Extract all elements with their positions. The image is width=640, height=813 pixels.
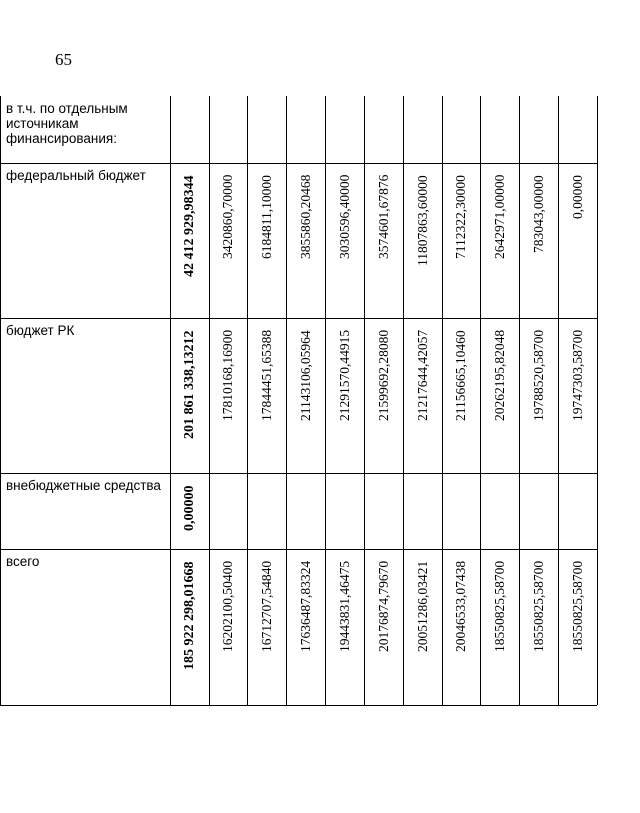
table-cell: 21156665,10460 xyxy=(453,330,468,421)
table-cell: 20176874,79670 xyxy=(375,560,391,652)
table-cell: 16202100,50400 xyxy=(220,560,235,652)
table-cell: 3030596,40000 xyxy=(336,174,352,259)
row-label: в т.ч. по отдельным источникам финансирования: xyxy=(6,101,128,146)
table-cell: 3855860,20468 xyxy=(297,174,313,259)
table-cell: 21217644,42057 xyxy=(414,329,430,421)
table-cell: 3574601,67876 xyxy=(375,174,391,259)
row-label: федеральный бюджет xyxy=(6,168,146,183)
page-number: 65 xyxy=(55,50,72,69)
table-cell: 6184811,10000 xyxy=(258,175,274,259)
table-vline xyxy=(0,96,1,705)
table-vline xyxy=(480,96,481,705)
table-cell: 21291570,44915 xyxy=(336,329,352,421)
row-total-cell: 201 861 338,13212 xyxy=(181,330,197,439)
table-vline xyxy=(325,96,326,705)
row-total-cell: 0,00000 xyxy=(181,485,197,531)
table-vline xyxy=(364,96,365,705)
row-total-cell: 185 922 298,01668 xyxy=(181,561,197,670)
table-cell: 18550825,58700 xyxy=(530,560,546,652)
row-label: бюджет РК xyxy=(6,323,75,338)
table-cell: 20051286,03421 xyxy=(414,560,430,652)
table-cell: 2642971,00000 xyxy=(491,174,507,259)
table-vline xyxy=(597,96,598,705)
row-label: внебюджетные средства xyxy=(6,478,161,493)
table-cell: 20262195,82048 xyxy=(491,329,507,421)
table-hline xyxy=(0,318,597,319)
table-vline xyxy=(519,96,520,705)
table-cell: 19443831,46475 xyxy=(336,560,352,652)
table-cell: 16712707,54840 xyxy=(258,560,274,652)
table-vline xyxy=(247,96,248,705)
table-cell: 17844451,65388 xyxy=(258,329,274,421)
table-hline xyxy=(0,473,597,474)
table-cell: 21143106,05964 xyxy=(297,330,313,421)
table-cell: 19788520,58700 xyxy=(530,329,546,421)
table-cell: 0,00000 xyxy=(569,175,585,219)
table-vline xyxy=(403,96,404,705)
row-label: всего xyxy=(6,554,40,569)
table-hline xyxy=(0,705,597,706)
table-vline xyxy=(442,96,443,705)
table-hline xyxy=(0,549,597,550)
table-cell: 783043,00000 xyxy=(530,175,546,253)
table-vline xyxy=(170,96,171,705)
table-cell: 21599692,28080 xyxy=(375,329,391,421)
table-cell: 20046533,07438 xyxy=(453,560,468,652)
table-cell: 17636487,83324 xyxy=(297,560,313,652)
table-cell: 3420860,70000 xyxy=(220,174,235,259)
row-total-cell: 42 412 929,98344 xyxy=(181,175,197,277)
table-cell: 18550825,58700 xyxy=(491,560,507,652)
table-cell: 11807863,60000 xyxy=(414,175,430,266)
table-vline xyxy=(209,96,210,705)
table-vline xyxy=(558,96,559,705)
table-cell: 7112322,30000 xyxy=(453,175,468,259)
table-cell: 18550825,58700 xyxy=(569,560,585,652)
table-cell: 19747303,58700 xyxy=(569,329,585,421)
table-cell: 17810168,16900 xyxy=(220,329,235,421)
table-hline xyxy=(0,163,597,164)
table-vline xyxy=(286,96,287,705)
